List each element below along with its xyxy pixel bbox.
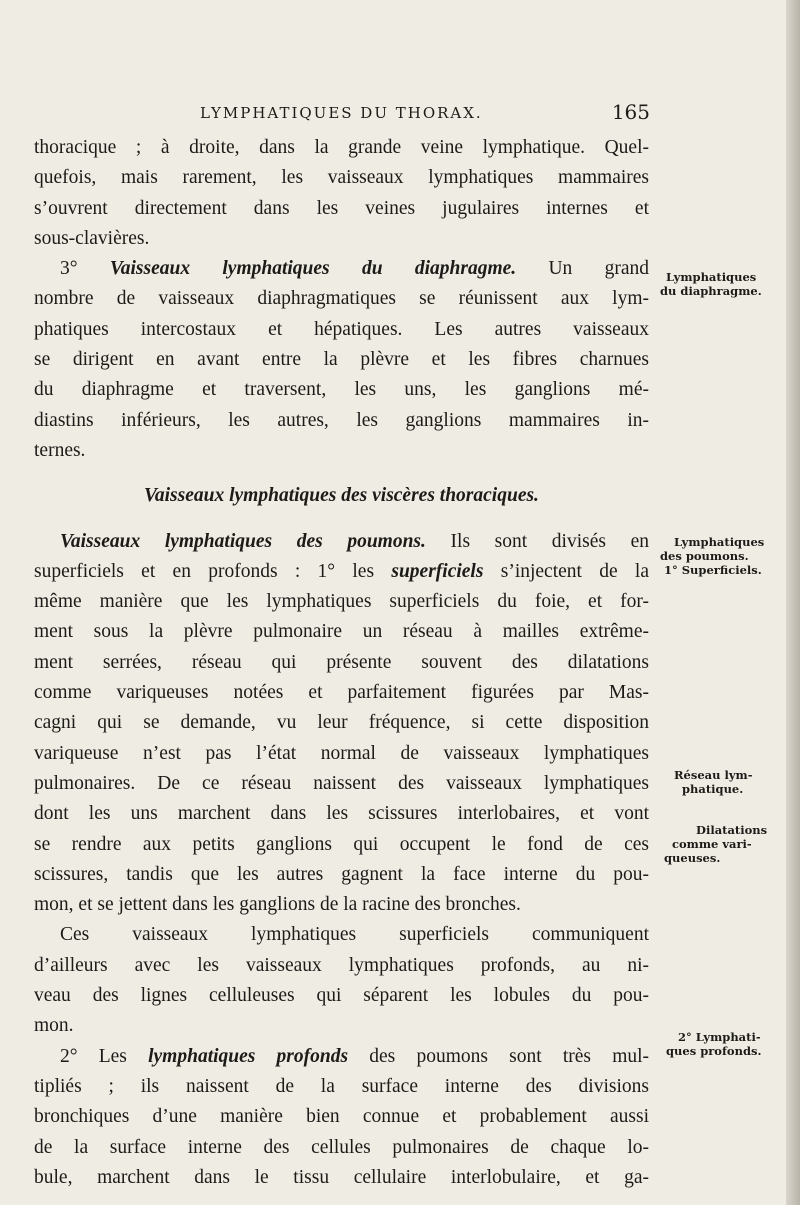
text-line: variqueuse n’est pas l’état normal de vaisseaux lymphatiques (34, 742, 649, 764)
text-line: même manière que les lymphatiques superficiels du foie, et for- (34, 591, 649, 613)
paragraph-lead (34, 1042, 649, 1072)
text-line: se dirigent en avant entre la plèvre et les fibres charnues (34, 349, 649, 371)
margin-note-line: phatique. (682, 782, 744, 796)
text-line: dont les uns marchent dans les scissures interlobaires, et vont (34, 803, 649, 825)
text-line: diastins inférieurs, les autres, les ganglions mammaires in- (34, 409, 649, 431)
emphasized-term: lymphatiques profonds (148, 1045, 349, 1067)
margin-note-line: 1° Superficiels. (664, 563, 762, 577)
text-run: 2° Les (60, 1045, 127, 1067)
text-line: quefois, mais rarement, les vaisseaux lymphatiques mammaires (34, 167, 649, 189)
paragraph-heading: Vaisseaux lymphatiques du diaphragme. (109, 258, 517, 280)
margin-note-line: 2° Lymphati- (678, 1030, 761, 1044)
margin-note-line: ques profonds. (666, 1044, 762, 1058)
paragraph-lead (34, 254, 649, 284)
text-line: mon. (34, 1015, 74, 1037)
page-header (200, 100, 650, 130)
text-run: Un grand (548, 258, 650, 280)
margin-note-line: Lymphatiques (674, 535, 765, 549)
spacer (34, 512, 649, 527)
section-number: 3° (60, 258, 78, 280)
text-line (34, 557, 649, 587)
text-line: bule, marchent dans le tissu cellulaire interlobulaire, et ga- (34, 1166, 649, 1188)
margin-note-dilatations (660, 823, 785, 865)
text-line: comme variqueuses notées et parfaitement figurées par Mas- (34, 682, 649, 704)
page-edge (786, 0, 800, 1205)
text-line: ternes. (34, 439, 86, 461)
text-line: phatiques intercostaux et hépatiques. Les autres vaisseaux (34, 318, 649, 340)
margin-note-line: comme vari- (672, 837, 752, 851)
text-line: veau des lignes celluleuses qui séparent les lobules du pou- (34, 985, 649, 1007)
main-text (34, 133, 649, 1193)
margin-note-line: Dilatations (696, 823, 768, 837)
text-line: thoracique ; à droite, dans la grande veine lymphatique. Quel- (34, 137, 649, 158)
text-line: Ces vaisseaux lymphatiques superficiels communiquent (60, 924, 649, 946)
margin-note-reseau (660, 768, 785, 796)
text-line: bronchiques d’une manière bien connue et probablement aussi (34, 1106, 649, 1128)
text-line: sous-clavières. (34, 227, 150, 249)
text-line: mon, et se jettent dans les ganglions de la racine des bronches. (34, 894, 521, 916)
running-title: LYMPHATIQUES DU THORAX. (200, 104, 483, 122)
text-line: scissures, tandis que les autres gagnent la face interne du pou- (34, 863, 649, 885)
margin-note-line: Réseau lym- (674, 768, 753, 782)
text-line: s’ouvrent directement dans les veines jugulaires internes et (34, 197, 649, 219)
text-line: ment serrées, réseau qui présente souvent des dilatations (34, 651, 649, 673)
margin-note-profonds (660, 1030, 785, 1058)
text-line: d’ailleurs avec les vaisseaux lymphatiques profonds, au ni- (34, 954, 649, 976)
paragraph-heading: Vaisseaux lymphatiques des poumons. (60, 530, 426, 552)
section-title: Vaisseaux lymphatiques des viscères thoraciques. (144, 485, 539, 507)
text-run: s’injectent de la (500, 560, 650, 582)
emphasized-term: superficiels (391, 560, 484, 582)
margin-note-line: des poumons. (660, 549, 749, 563)
text-line: se rendre aux petits ganglions qui occupent le fond de ces (34, 833, 649, 855)
margin-note-poumons (660, 535, 785, 577)
text-run: des poumons sont très mul- (369, 1045, 650, 1067)
text-line: nombre de vaisseaux diaphragmatiques se réunissent aux lym- (34, 288, 649, 310)
text-line: cagni qui se demande, vu leur fréquence, si cette disposition (34, 712, 649, 734)
text-run: Ils sont divisés en (450, 530, 650, 552)
paragraph-lead (34, 527, 649, 557)
text-line: tipliés ; ils naissent de la surface interne des divisions (34, 1075, 649, 1097)
text-line: pulmonaires. De ce réseau naissent des vaisseaux lymphatiques (34, 772, 649, 794)
page-number: 165 (611, 100, 650, 124)
text-line: ment sous la plèvre pulmonaire un réseau à mailles extrême- (34, 621, 649, 643)
margin-note-line: du diaphragme. (660, 284, 762, 298)
text-run: superficiels et en profonds : 1° les (34, 560, 375, 582)
text-line: de la surface interne des cellules pulmonaires de chaque lo- (34, 1136, 649, 1158)
margin-note-line: queuses. (664, 851, 721, 865)
text-line: du diaphragme et traversent, les uns, les ganglions mé- (34, 379, 649, 401)
spacer (34, 466, 649, 481)
margin-note-line: Lymphatiques (666, 270, 757, 284)
margin-note-diaphragme (660, 270, 785, 298)
